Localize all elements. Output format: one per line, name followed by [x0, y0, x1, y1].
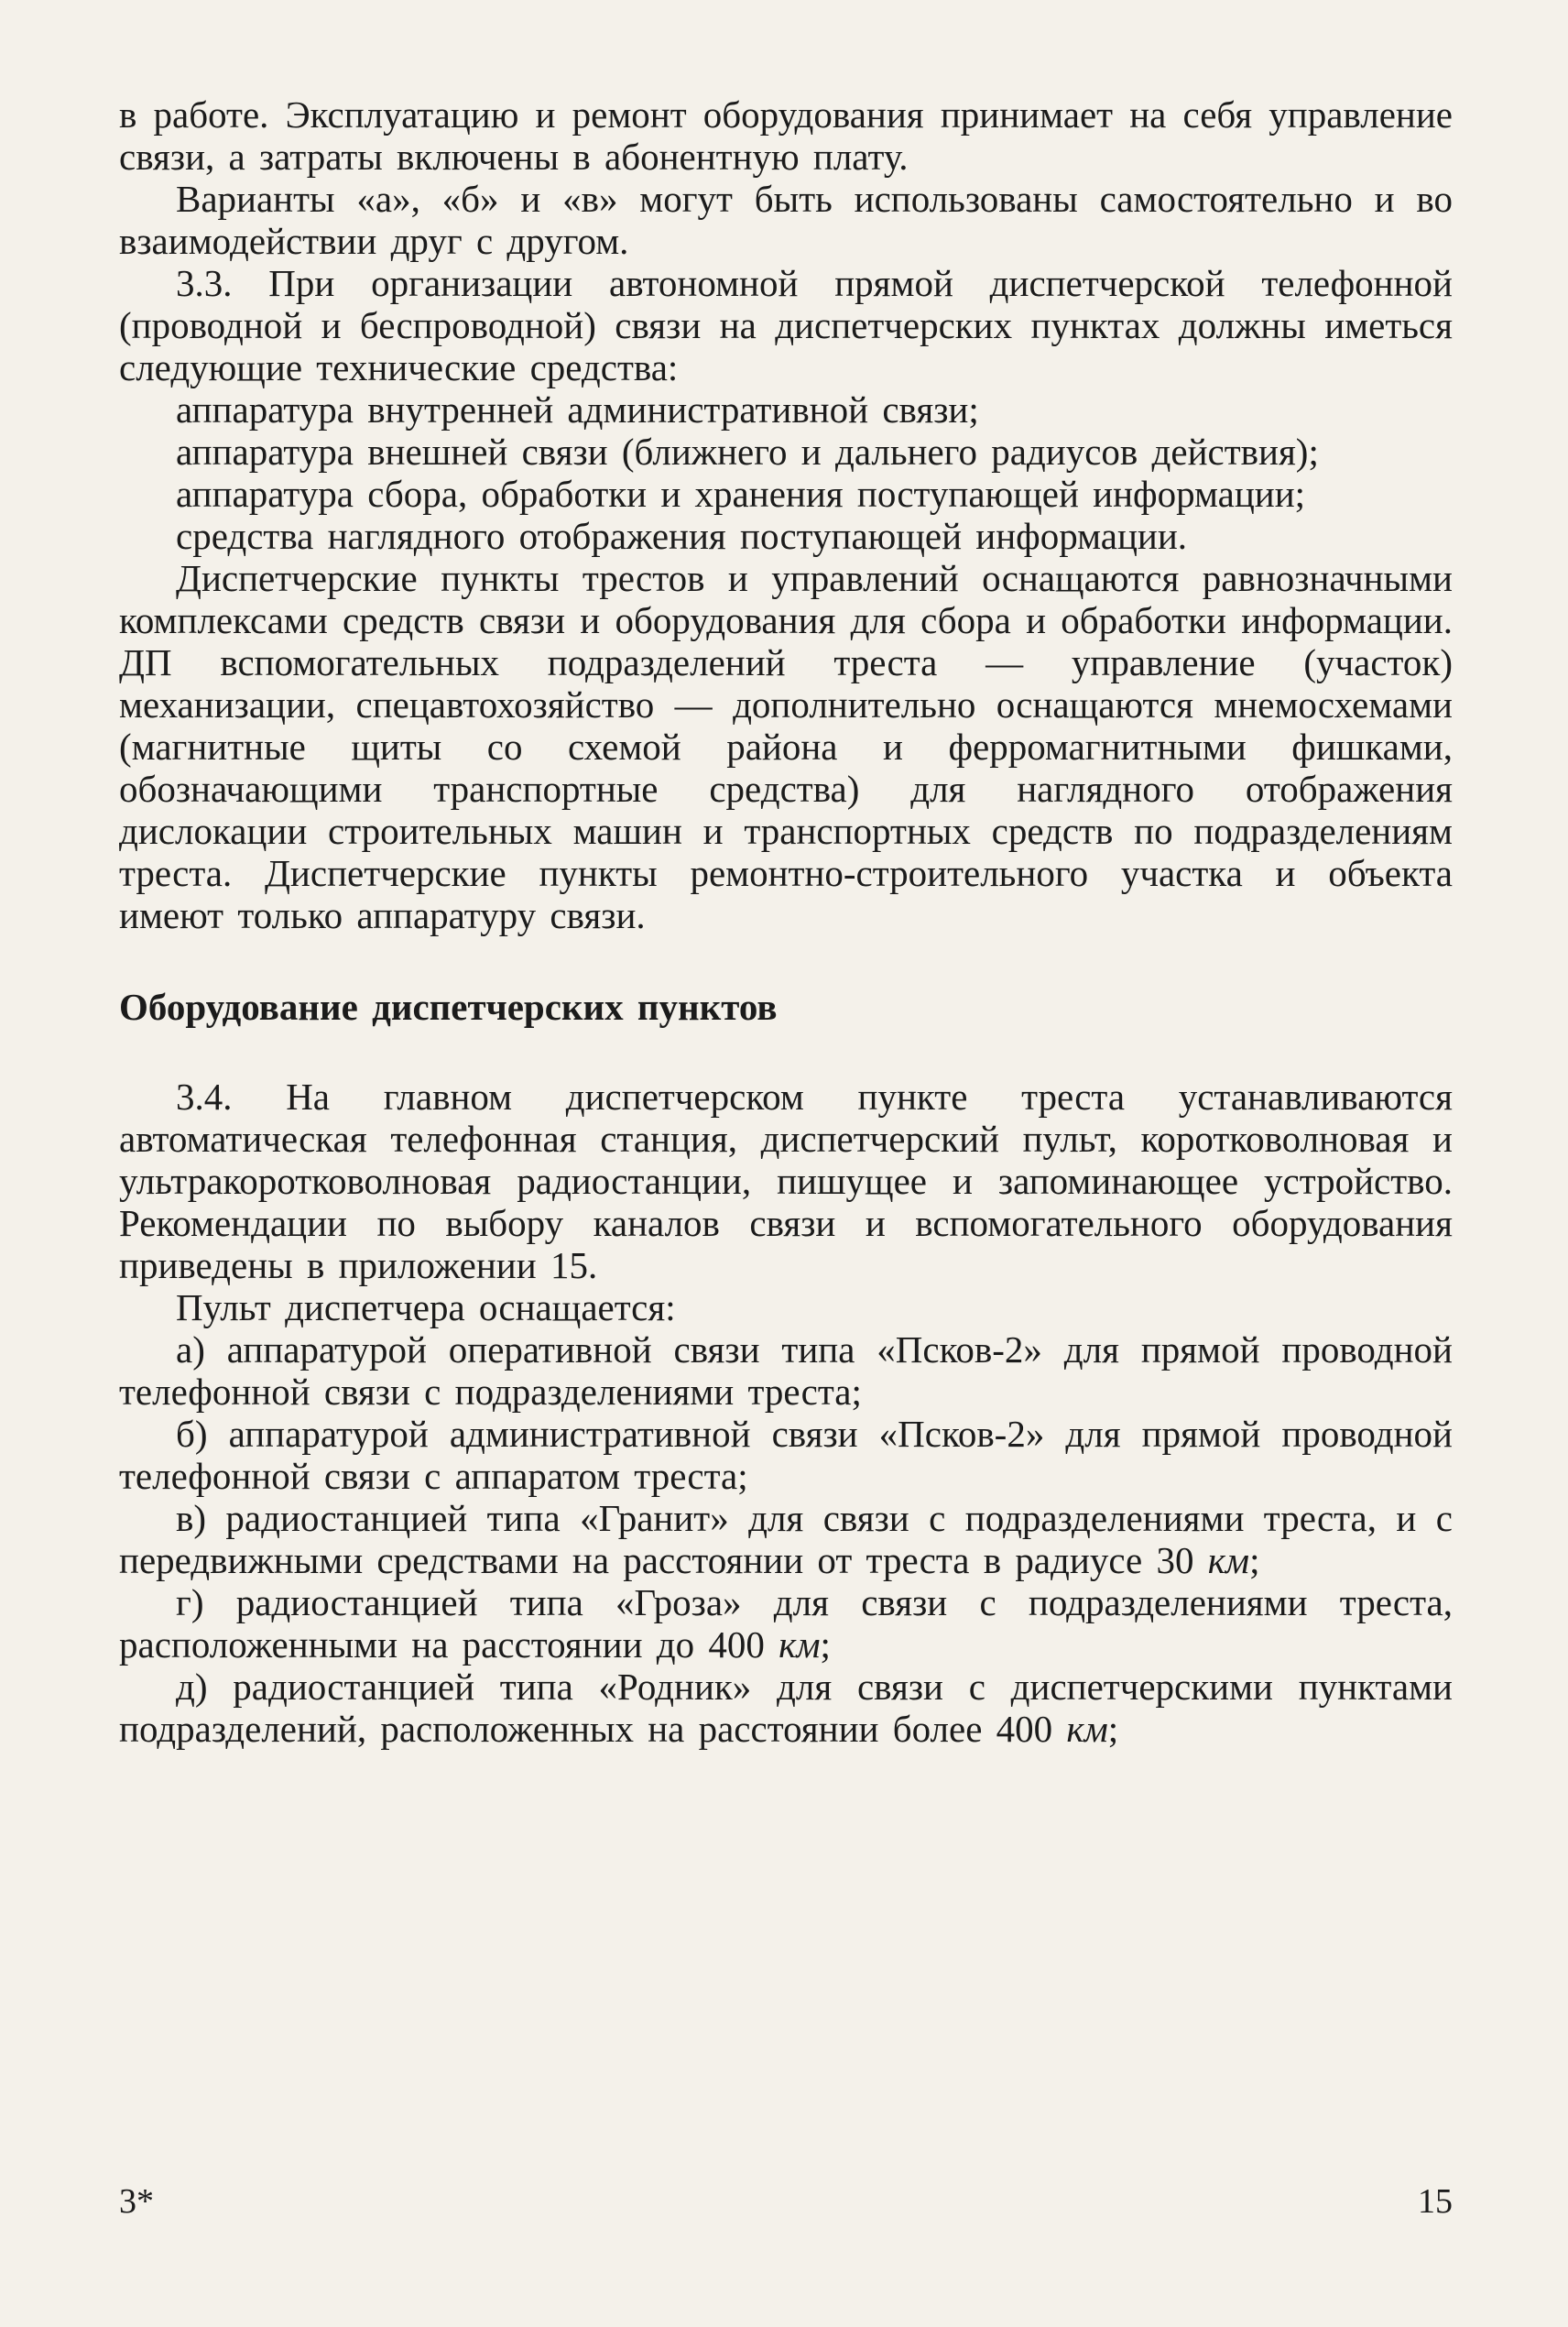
paragraph-continuation: в работе. Эксплуатацию и ремонт оборудования принимает на себя управление связи, а затраты включены в абонентную плату.	[119, 93, 1453, 178]
unit-km: км	[1066, 1708, 1108, 1750]
list-item-d	[119, 1666, 1453, 1750]
list-item-g-text: г) радиостанцией типа «Гроза» для связи с подразделениями треста, расположенными на расстоянии до 400	[119, 1581, 1453, 1666]
list-item-g	[119, 1581, 1453, 1666]
list-item-v-text: в) радиостанцией типа «Гранит» для связи с подразделениями треста, и с передвижными средствами на расстоянии от треста в радиусе 30	[119, 1497, 1453, 1581]
list-item-equipment-4: средства наглядного отображения поступающей информации.	[176, 515, 1188, 557]
unit-km: км	[779, 1623, 821, 1666]
list-item-equipment-2: аппаратура внешней связи (ближнего и дальнего радиусов действия);	[176, 431, 1319, 473]
page-footer	[119, 2182, 1453, 2221]
list-item-equipment-3: аппаратура сбора, обработки и хранения поступающей информации;	[176, 473, 1306, 515]
page-number: 15	[1418, 2182, 1453, 2221]
list-item-b: б) аппаратурой административной связи «Псков-2» для прямой проводной телефонной связи с аппаратом треста;	[119, 1413, 1453, 1497]
list-item-equipment-1: аппаратура внутренней административной связи;	[176, 388, 979, 431]
list-item-g-tail: ;	[820, 1623, 831, 1666]
list-item-a: а) аппаратурой оперативной связи типа «Псков-2» для прямой проводной телефонной связи с подразделениями треста;	[119, 1328, 1453, 1413]
list-item-v	[119, 1497, 1453, 1581]
paragraph-variants: Варианты «а», «б» и «в» могут быть использованы самостоятельно и во взаимодействии друг с другом.	[119, 178, 1453, 262]
list-item-v-tail: ;	[1249, 1539, 1260, 1581]
unit-km: км	[1207, 1539, 1250, 1581]
paragraph-3-3: 3.3. При организации автономной прямой диспетчерской телефонной (проводной и беспроводной) связи на диспетчерских пунктах должны иметься следующие технические средства:	[119, 262, 1453, 388]
signature-mark: 3*	[119, 2182, 154, 2221]
section-heading: Оборудование диспетчерских пунктов	[119, 986, 778, 1028]
text-column	[119, 93, 1453, 1750]
paragraph-3-4: 3.4. На главном диспетчерском пункте треста устанавливаются автоматическая телефонная станция, диспетчерский пульт, коротковолновая и ультракоротковолновая радиостанции, пишущее и запоминающее устройство. Рекомендации по выбору каналов связи и вспомогательного оборудования приведены в приложении 15.	[119, 1076, 1453, 1286]
paragraph-console-intro: Пульт диспетчера оснащается:	[176, 1286, 676, 1328]
paragraph-dispatch-points: Диспетчерские пункты трестов и управлений оснащаются равнозначными комплексами средств связи и оборудования для сбора и обработки информации. ДП вспомогательных подразделений треста — управление (участок) механизации, спецавтохозяйство — дополнительно оснащаются мнемосхемами (магнитные щиты со схемой района и ферромагнитными фишками, обозначающими транспортные средства) для наглядного отображения дислокации строительных машин и транспортных средств по подразделениям треста. Диспетчерские пункты ремонтно-строительного участка и объекта имеют только аппаратуру связи.	[119, 557, 1453, 936]
list-item-d-text: д) радиостанцией типа «Родник» для связи с диспетчерскими пунктами подразделений, расположенных на расстоянии более 400	[119, 1666, 1453, 1750]
list-item-d-tail: ;	[1107, 1708, 1119, 1750]
